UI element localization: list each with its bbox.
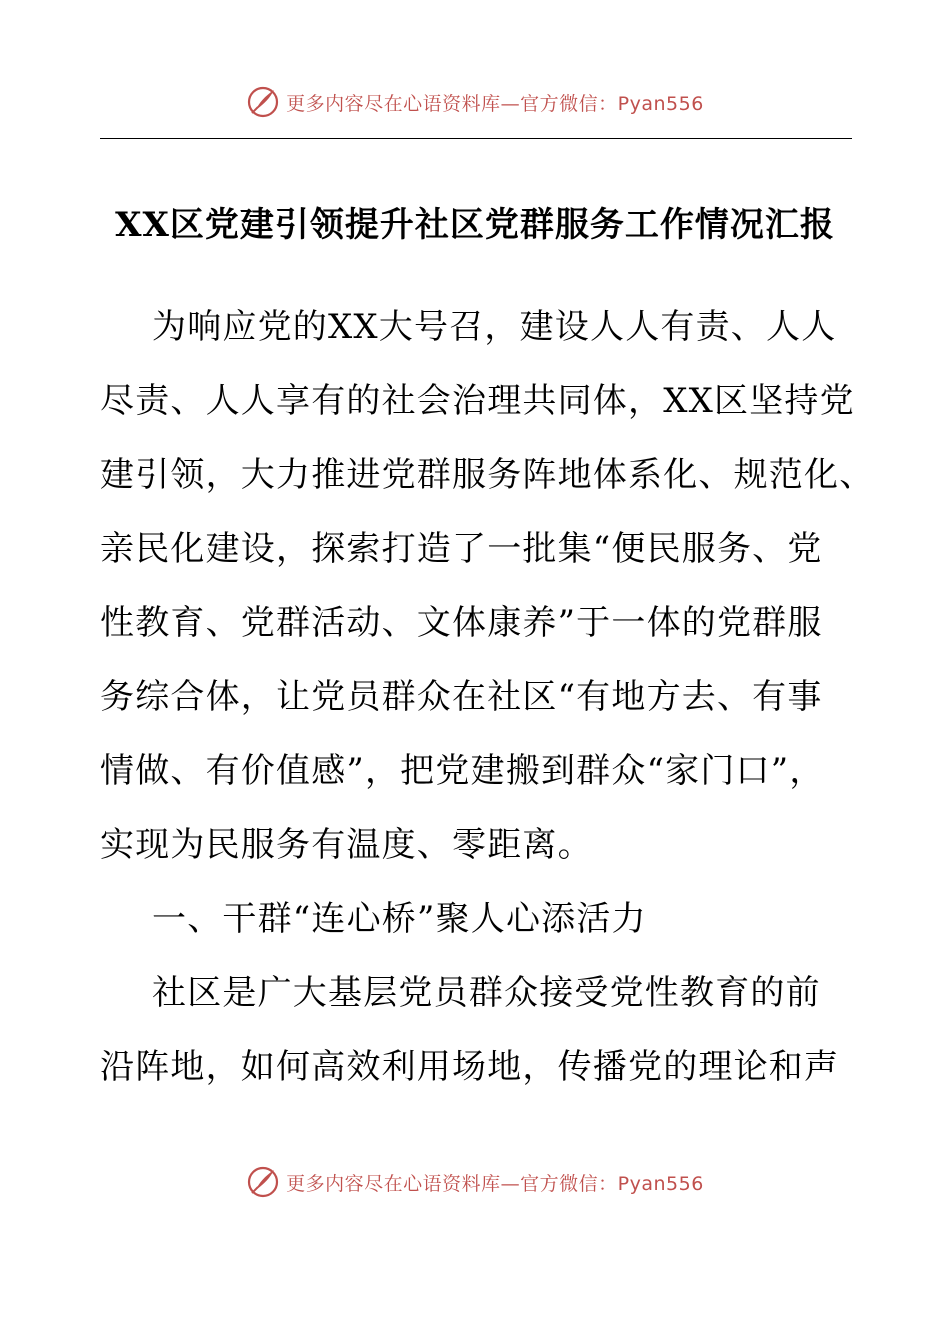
body-line: 实现为民服务有温度、零距离。 — [100, 825, 593, 865]
header-banner — [0, 82, 950, 122]
quill-pen-logo-icon — [246, 1165, 280, 1199]
body-line: 亲民化建设，探索打造了一批集“便民服务、党 — [100, 529, 823, 569]
footer-banner — [0, 1162, 950, 1202]
body-line: 性教育、党群活动、文体康养”于一体的党群服 — [100, 603, 823, 643]
body-line: 尽责、人人享有的社会治理共同体，XX区坚持党 — [100, 381, 855, 421]
body-line: 为响应党的XX大号召，建设人人有责、人人 — [152, 307, 837, 347]
body-line: 建引领，大力推进党群服务阵地体系化、规范化、 — [100, 455, 875, 495]
body-line: 社区是广大基层党员群众接受党性教育的前 — [152, 973, 821, 1013]
footer-banner-text: 更多内容尽在心语资料库—官方微信：Pyan556 — [286, 1172, 704, 1195]
document-title: XX区党建引领提升社区党群服务工作情况汇报 — [115, 205, 835, 245]
body-line: 沿阵地，如何高效利用场地，传播党的理论和声 — [100, 1047, 840, 1087]
header-banner-text: 更多内容尽在心语资料库—官方微信：Pyan556 — [286, 92, 704, 115]
section-heading: 一、干群“连心桥”聚人心添活力 — [152, 899, 647, 939]
body-line: 务综合体，让党员群众在社区“有地方去、有事 — [100, 677, 823, 717]
quill-pen-logo-icon — [246, 85, 280, 119]
body-line: 情做、有价值感”，把党建搬到群众“家门口”， — [100, 751, 825, 791]
document-body — [100, 290, 875, 1104]
header-divider — [100, 138, 852, 139]
